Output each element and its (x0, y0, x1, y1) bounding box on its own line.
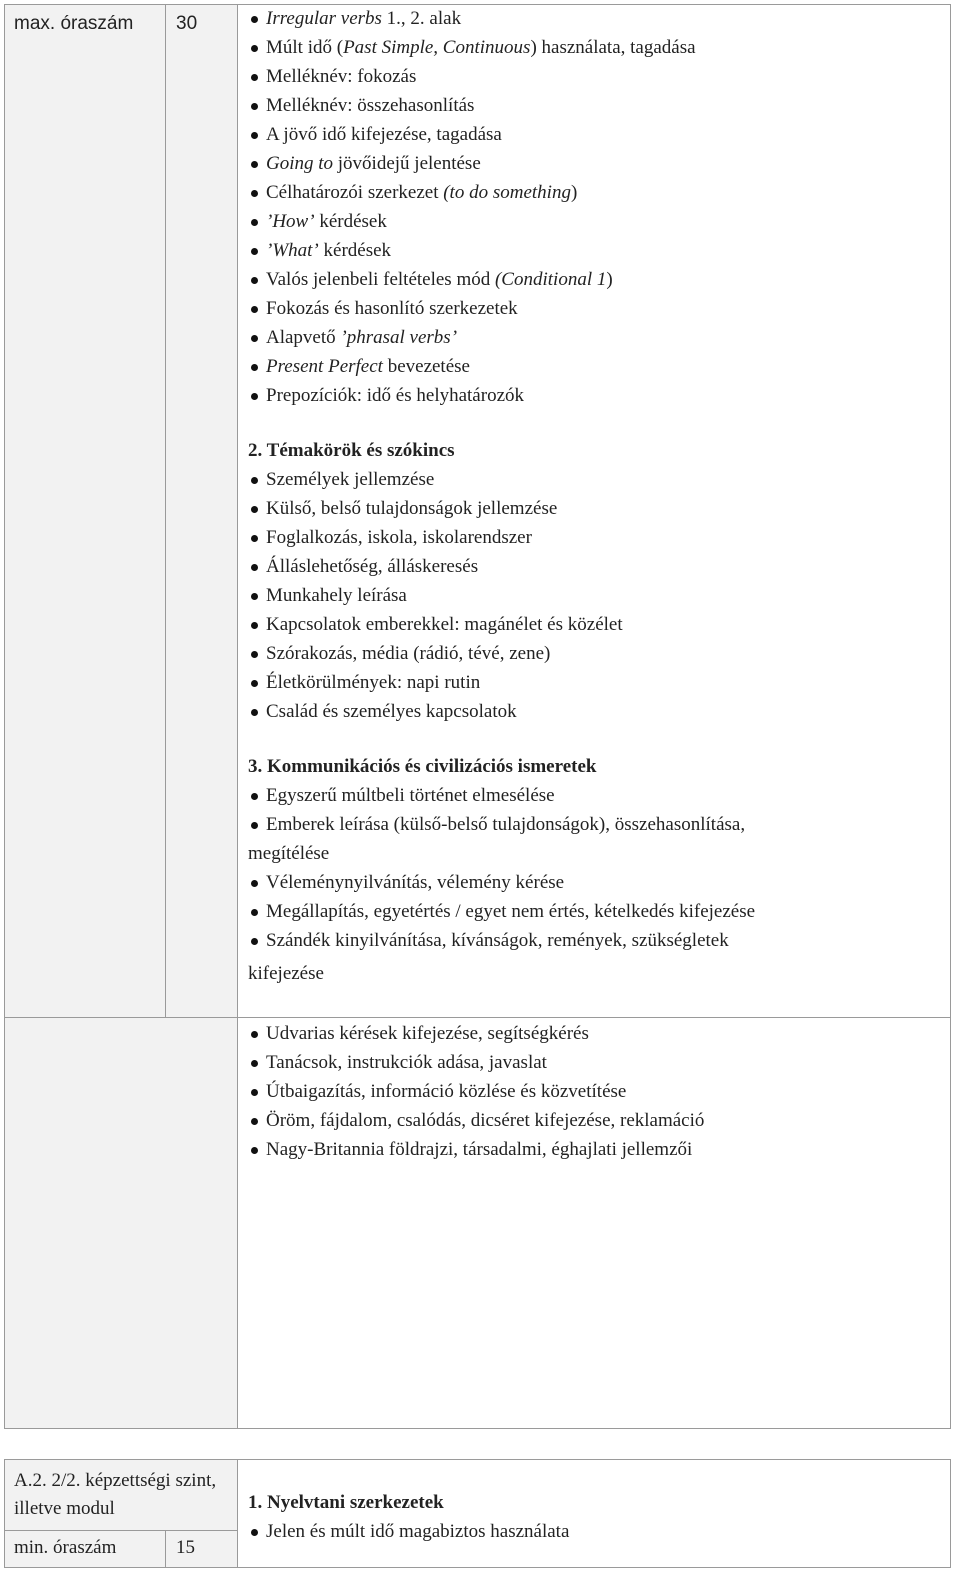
bottom-list (248, 1517, 938, 1546)
list-item: Család és személyes kapcsolatok (248, 697, 938, 726)
list-item: Útbaigazítás, információ közlése és közvetítése (248, 1077, 938, 1106)
list-item: Udvarias kérések kifejezése, segítségkérés (248, 1019, 938, 1048)
list-item: Személyek jellemzése (248, 465, 938, 494)
list-item: Alapvető ’phrasal verbs’ (248, 323, 938, 352)
list-item: Melléknév: összehasonlítás (248, 91, 938, 120)
list-item: Prepozíciók: idő és helyhatározók (248, 381, 938, 410)
top-label-cell (4, 4, 166, 1018)
section3-heading: 3. Kommunikációs és civilizációs ismeretek (248, 756, 597, 777)
list-item: Tanácsok, instrukciók adása, javaslat (248, 1048, 938, 1077)
list-item: Múlt idő (Past Simple, Continuous) használata, tagadása (248, 33, 938, 62)
list-item: Foglalkozás, iskola, iskolarendszer (248, 523, 938, 552)
max-hours-value: 30 (176, 13, 198, 34)
list-item: Going to jövőidejű jelentése (248, 149, 938, 178)
list-item: Egyszerű múltbeli történet elmesélése (248, 781, 938, 810)
list-item: Életkörülmények: napi rutin (248, 668, 938, 697)
bottom-content (248, 1488, 938, 1546)
min-hours-label: min. óraszám (14, 1537, 117, 1558)
communication-list (248, 781, 938, 839)
section2-heading: 2. Témakörök és szókincs (248, 440, 455, 461)
max-hours-label: max. óraszám (14, 13, 134, 34)
list-item: Öröm, fájdalom, csalódás, dicséret kifejezése, reklamáció (248, 1106, 938, 1135)
communication-list-cont (248, 868, 938, 955)
min-hours-value: 15 (176, 1537, 195, 1558)
list-item-continuation: megítélése (248, 843, 330, 864)
list-item: Álláslehetőség, álláskeresés (248, 552, 938, 581)
list-item: Emberek leírása (külső-belső tulajdonságok), összehasonlítása, (248, 810, 938, 839)
grammar-list (248, 4, 938, 410)
list-item: Külső, belső tulajdonságok jellemzése (248, 494, 938, 523)
list-item: Célhatározói szerkezet (to do something) (248, 178, 938, 207)
top-content (248, 4, 938, 988)
topics-list (248, 465, 938, 726)
list-item: Szándék kinyilvánítása, kívánságok, remények, szükségletek (248, 926, 938, 955)
list-item: Irregular verbs 1., 2. alak (248, 4, 938, 33)
list-item: ’What’ kérdések (248, 236, 938, 265)
list-item: A jövő idő kifejezése, tagadása (248, 120, 938, 149)
top-hours-cell (165, 4, 238, 1018)
list-item: Present Perfect bevezetése (248, 352, 938, 381)
module-label: A.2. 2/2. képzettségi szint, illetve modul (14, 1470, 217, 1519)
bottom-heading: 1. Nyelvtani szerkezetek (248, 1492, 444, 1513)
list-item: Munkahely leírása (248, 581, 938, 610)
list-item: Véleménynyilvánítás, vélemény kérése (248, 868, 938, 897)
list-item: Jelen és múlt idő magabiztos használata (248, 1517, 938, 1546)
list-item: Nagy-Britannia földrajzi, társadalmi, éghajlati jellemzői (248, 1135, 938, 1164)
list-item: Kapcsolatok emberekkel: magánélet és közélet (248, 610, 938, 639)
list-item: Valós jelenbeli feltételes mód (Conditional 1) (248, 265, 938, 294)
list-item-continuation: kifejezése (248, 963, 324, 984)
list-item: Melléknév: fokozás (248, 62, 938, 91)
list-item: ’How’ kérdések (248, 207, 938, 236)
list-item: Fokozás és hasonlító szerkezetek (248, 294, 938, 323)
middle-list (248, 1019, 938, 1164)
list-item: Szórakozás, média (rádió, tévé, zene) (248, 639, 938, 668)
middle-label-cell (4, 1017, 238, 1429)
list-item: Megállapítás, egyetértés / egyet nem értés, kételkedés kifejezése (248, 897, 938, 926)
middle-content (248, 1019, 938, 1164)
